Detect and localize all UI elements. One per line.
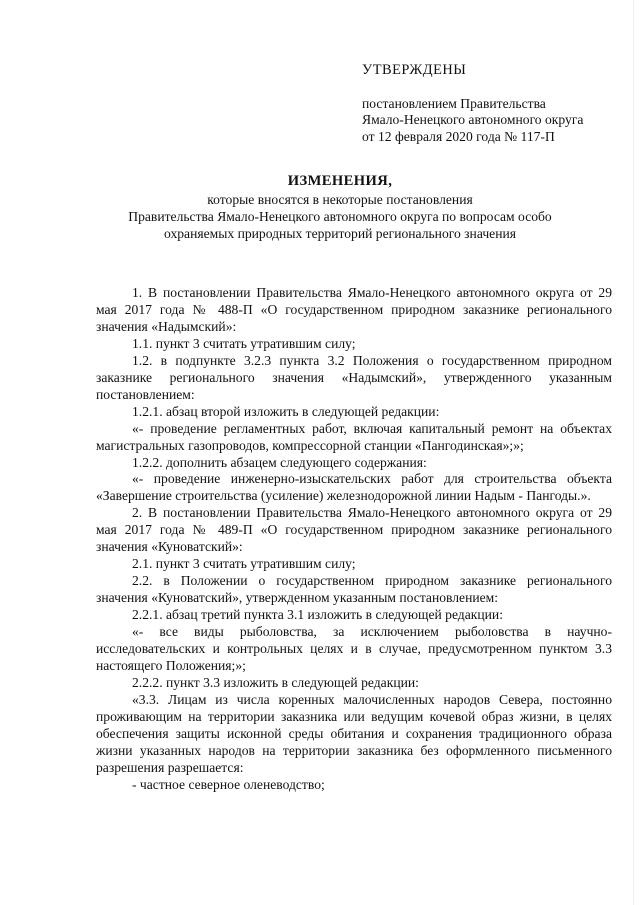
approval-line: от 12 февраля 2020 года № 117-П xyxy=(362,128,555,144)
body-paragraph: «3.3. Лицам из числа коренных малочисленных народов Севера, постоянно проживающим на территории заказника или ведущим кочевой образ жизни, в целях обеспечения защиты исконной среды обитания и сохранения традиционного образа жизни указанных народов на территории заказника без оформленного письменного разрешения разрешается: xyxy=(96,691,612,775)
body-paragraph: 2.2.2. пункт 3.3 изложить в следующей редакции: xyxy=(132,674,419,690)
approval-block xyxy=(362,62,632,145)
body-paragraph: 2.2.1. абзац третий пункта 3.1 изложить в следующей редакции: xyxy=(132,607,503,623)
body-paragraph: 1.2. в подпункте 3.2.3 пункта 3.2 Положения о государственном природном заказнике регионального значения «Надымский», утвержденного указанным постановлением: xyxy=(96,352,612,402)
body-paragraph: - частное северное оленеводство; xyxy=(132,776,325,792)
body-paragraph: 2.1. пункт 3 считать утратившим силу; xyxy=(132,556,356,572)
approval-line: Ямало-Ненецкого автономного округа xyxy=(362,112,584,127)
body-paragraph: «- все виды рыболовства, за исключением рыболовства в научно-исследовательских и контрольных целях и в случае, предусмотренном пунктом 3.3 настоящего Положения;»; xyxy=(96,624,612,673)
body-paragraph: 1.2.1. абзац второй изложить в следующей редакции: xyxy=(132,403,440,419)
scan-edge-line xyxy=(633,0,634,905)
title-subline: охраняемых природных территорий регионального значения xyxy=(164,226,516,241)
document-title: ИЗМЕНЕНИЯ, xyxy=(287,173,393,189)
approval-line: постановлением Правительства xyxy=(362,95,546,111)
title-subline: Правительства Ямало-Ненецкого автономного округа по вопросам особо xyxy=(128,209,552,224)
approval-heading: УТВЕРЖДЕНЫ xyxy=(362,62,467,78)
body-paragraph: 2. В постановлении Правительства Ямало-Ненецкого автономного округа от 29 мая 2017 года № 489-П «О государственном природном заказнике регионального значения «Куноватский»: xyxy=(96,505,612,555)
body-paragraph: «- проведение регламентных работ, включая капитальный ремонт на объектах магистральных газопроводов, компрессорной станции «Пангодинская»;»; xyxy=(96,420,612,453)
title-block xyxy=(80,173,600,242)
body-paragraph: 2.2. в Положении о государственном природном заказнике регионального значения «Куноватский», утвержденном указанным постановлением: xyxy=(96,573,612,606)
body-paragraph: 1.1. пункт 3 считать утратившим силу; xyxy=(132,335,356,351)
body-paragraph: 1. В постановлении Правительства Ямало-Ненецкого автономного округа от 29 мая 2017 года № 488-П «О государственном природном заказнике регионального значения «Надымский»: xyxy=(96,285,612,334)
body-paragraph: 1.2.2. дополнить абзацем следующего содержания: xyxy=(132,454,427,470)
body-paragraph: «- проведение инженерно-изыскательских работ для строительства объекта «Завершение строительства (усиление) железнодорожной линии Надым - Пангоды.». xyxy=(96,471,612,504)
title-subline: которые вносятся в некоторые постановления xyxy=(207,192,473,207)
document-body xyxy=(96,285,612,794)
